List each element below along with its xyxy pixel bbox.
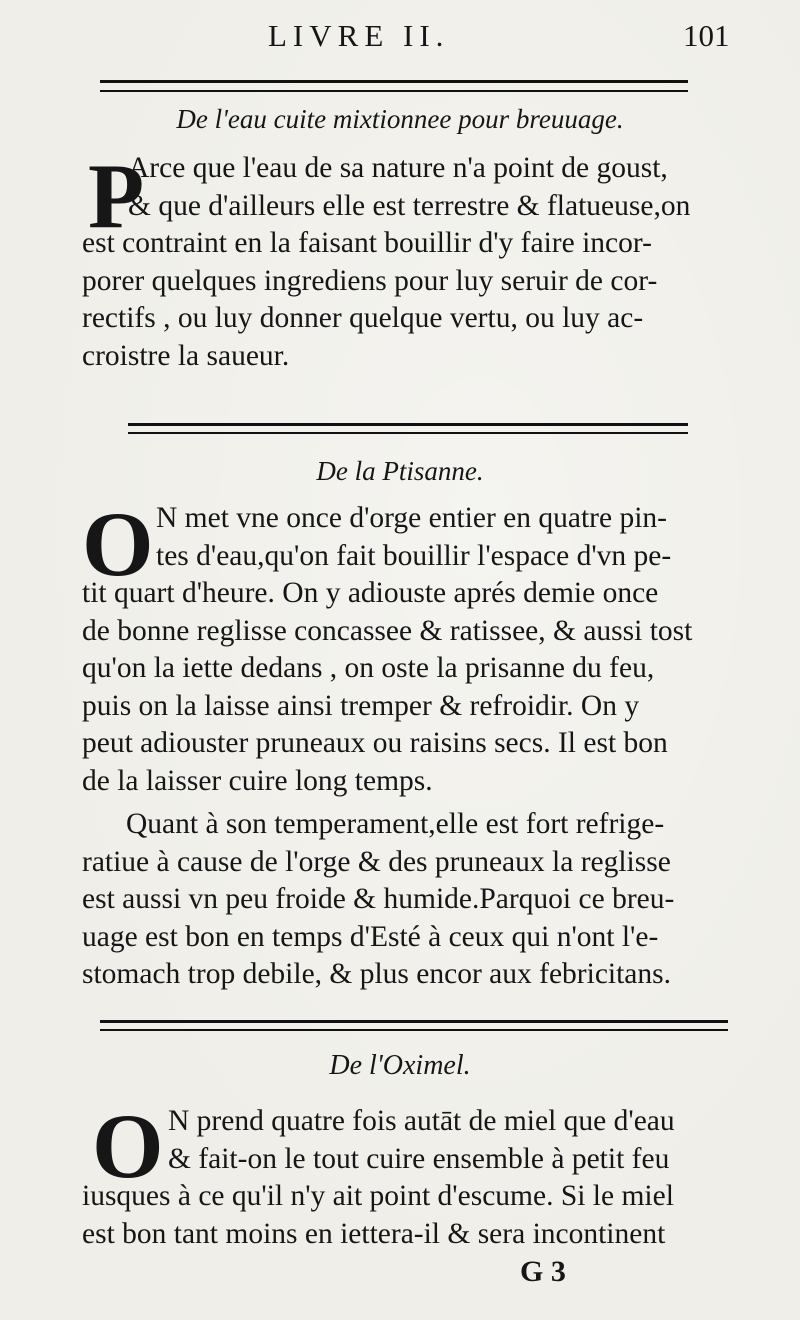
dropcap-o: O bbox=[92, 1095, 164, 1197]
running-head bbox=[0, 18, 800, 58]
section-rule bbox=[100, 1020, 728, 1023]
text-line: de bonne reglisse concassee & ratissee, & aussi tost bbox=[82, 614, 693, 647]
text-line: tit quart d'heure. On y adiouste aprés demie once bbox=[82, 577, 659, 609]
text-line: & que d'ailleurs elle est terrestre & flatueuse,on bbox=[128, 189, 691, 222]
dropcap-p: P bbox=[88, 145, 145, 247]
text-line: est bon tant moins en iettera-il & sera incontinent bbox=[82, 1217, 666, 1250]
header-rule-thin bbox=[100, 90, 688, 92]
page-number: 101 bbox=[683, 18, 730, 53]
running-title: LIVRE II. bbox=[268, 18, 450, 53]
text-line: est aussi vn peu froide & humide.Parquoi ce breu- bbox=[82, 883, 675, 915]
section-heading-ptisanne: De la Ptisanne. bbox=[316, 456, 484, 486]
text-line: Arce que l'eau de sa nature n'a point de goust, bbox=[128, 152, 668, 184]
header-rule bbox=[100, 80, 688, 83]
text-line: de la laisser cuire long temps. bbox=[82, 764, 433, 797]
text-line: ratiue à cause de l'orge & des pruneaux la reglisse bbox=[82, 845, 671, 878]
section-rule bbox=[128, 423, 688, 426]
text-line: qu'on la iette dedans , on oste la prisanne du feu, bbox=[82, 652, 655, 684]
text-line: N met vne once d'orge entier en quatre pin- bbox=[156, 502, 667, 534]
section-rule-thin bbox=[128, 432, 688, 434]
text-line: porer quelques ingrediens pour luy seruir de cor- bbox=[82, 264, 658, 297]
text-line: & fait-on le tout cuire ensemble à petit feu bbox=[168, 1142, 670, 1175]
paragraph-oximel bbox=[82, 1103, 746, 1253]
text-line: uage est bon en temps d'Esté à ceux qui n'ont l'e- bbox=[82, 920, 659, 953]
text-line: est contraint en la faisant bouillir d'y faire incor- bbox=[82, 227, 652, 259]
text-line: croistre la saueur. bbox=[82, 339, 290, 372]
dropcap-o: O bbox=[82, 493, 154, 595]
section-rule-thin bbox=[100, 1029, 728, 1031]
text-line: Quant à son temperament,elle est fort refrige- bbox=[126, 808, 665, 840]
text-line: puis on la laisse ainsi tremper & refroidir. On y bbox=[82, 689, 640, 722]
section-heading-oximel: De l'Oximel. bbox=[329, 1050, 471, 1081]
signature-mark: G 3 bbox=[520, 1255, 566, 1288]
text-line: iusques à ce qu'il n'y ait point d'escume. Si le miel bbox=[82, 1180, 674, 1212]
text-line: N prend quatre fois autāt de miel que d'eau bbox=[168, 1105, 675, 1137]
section-heading-eau-cuite: De l'eau cuite mixtionnee pour breuuage. bbox=[176, 104, 624, 134]
text-line: rectifs , ou luy donner quelque vertu, ou luy ac- bbox=[82, 302, 644, 334]
paragraph-ptisanne bbox=[82, 493, 736, 994]
text-line: tes d'eau,qu'on fait bouillir l'espace d'vn pe- bbox=[156, 539, 672, 572]
text-line: stomach trop debile, & plus encor aux febricitans. bbox=[82, 958, 672, 990]
paragraph-eau-cuite bbox=[82, 145, 736, 375]
text-line: peut adiouster pruneaux ou raisins secs. Il est bon bbox=[82, 727, 668, 759]
